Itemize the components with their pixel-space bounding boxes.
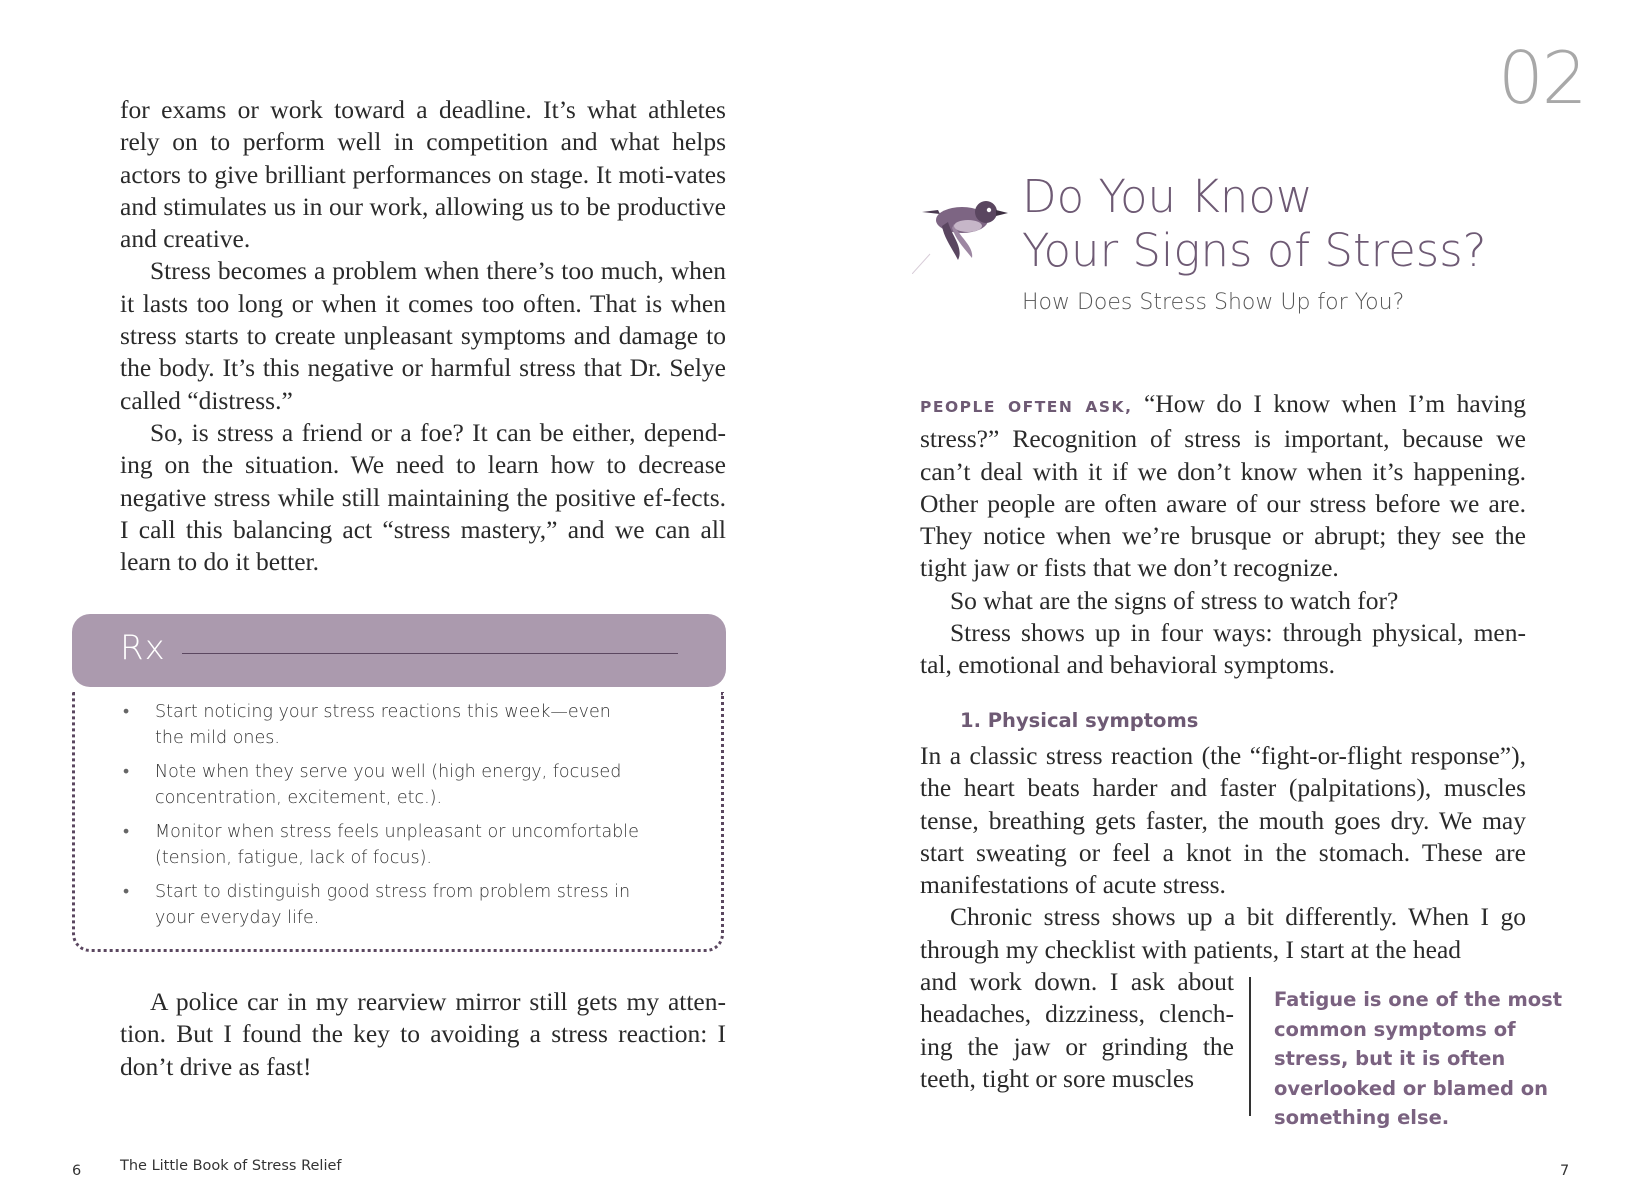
rx-title: Rx: [120, 628, 166, 668]
list-item-text: Note when they serve you well (high energy, focused concentration, excitement, etc.).: [155, 762, 622, 808]
chapter-title: [1022, 170, 1582, 278]
rx-rule: [182, 653, 678, 654]
list-item: [123, 880, 643, 931]
closing-text: [120, 986, 726, 1083]
right-body-text-2: [920, 740, 1526, 966]
left-body-text: [120, 94, 726, 578]
paragraph: Chronic stress shows up a bit differently. When I go through my checklist with patients, I start at the head: [920, 902, 1526, 964]
paragraph: So what are the signs of stress to watch for?: [950, 585, 1399, 615]
bullet: •: [123, 702, 130, 722]
chapter-title-line: Your Signs of Stress?: [1022, 224, 1487, 277]
paragraph: [920, 388, 1526, 585]
rx-header: [72, 614, 726, 687]
paragraph: and work down. I ask about headaches, dizziness, clench-ing the jaw or grinding the teeth, tight or sore muscles: [920, 967, 1234, 1093]
paragraph: So, is stress a friend or a foe? It can be either, depend-ing on the situation. We need to learn how to decrease negative stress while still maintaining the positive ef-fects. I call this balancing act “stress mastery,” and we can all learn to do it better.: [120, 417, 726, 577]
lead-in: PEOPLE OFTEN ASK,: [920, 398, 1133, 416]
paragraph-text: “How do I know when I’m having stress?” Recognition of stress is important, because we can’t deal with it if we don’t know when it’s happening. Other people are often aware of our stress before we are. They notice when we’re brusque or abrupt; they see the tight jaw or fists that we don’t recognize.: [920, 389, 1527, 583]
paragraph: for exams or work toward a deadline. It’s what athletes rely on to perform well in competition and what helps actors to give brilliant performances on stage. It moti-vates and stimulates us in our work, allowing us to be productive and creative.: [120, 95, 726, 254]
bullet: •: [123, 762, 130, 782]
paragraph: Stress shows up in four ways: through physical, men-tal, emotional and behavioral symptoms.: [920, 618, 1526, 680]
right-body-text: [920, 388, 1526, 682]
paragraph: In a classic stress reaction (the “fight-or-flight response”), the heart beats harder and faster (palpitations), muscles tense, breathing gets faster, the mouth goes dry. We may start sweating or feel a knot in the stomach. These are manifestations of acute stress.: [920, 741, 1526, 900]
chapter-subtitle: How Does Stress Show Up for You?: [1022, 290, 1405, 315]
right-page: [816, 0, 1632, 1200]
list-item-text: Start to distinguish good stress from problem stress in your everyday life.: [155, 882, 631, 928]
running-footer-title: The Little Book of Stress Relief: [120, 1158, 342, 1174]
list-item-text: Start noticing your stress reactions this week—even the mild ones.: [155, 702, 611, 748]
chapter-title-line: Do You Know: [1022, 170, 1313, 223]
list-item: [123, 760, 643, 811]
paragraph: A police car in my rearview mirror still gets my atten-tion. But I found the key to avoiding a stress reaction: I don’t drive as fast!: [120, 987, 726, 1081]
bird-icon: [912, 190, 1012, 274]
section-heading: 1. Physical symptoms: [960, 709, 1199, 732]
list-item-text: Monitor when stress feels unpleasant or uncomfortable (tension, fatigue, lack of focus).: [155, 822, 639, 868]
list-item: [123, 820, 643, 871]
rx-box: [72, 692, 724, 952]
list-item: [123, 700, 643, 751]
pull-quote: Fatigue is one of the most common symptoms of stress, but it is often overlooked or blamed on something else.: [1274, 988, 1563, 1129]
chapter-number: 02: [1498, 36, 1586, 120]
pull-quote-rule: [1249, 977, 1251, 1116]
paragraph: Stress becomes a problem when there’s too much, when it lasts too long or when it comes too often. That is when stress starts to create unpleasant symptoms and damage to the body. It’s this negative or harmful stress that Dr. Selye called “distress.”: [120, 256, 726, 415]
page-number-right: 7: [1560, 1163, 1570, 1179]
bullet: •: [123, 882, 130, 902]
page-number-left: 6: [72, 1163, 82, 1179]
bullet: •: [123, 822, 130, 842]
rx-list: [123, 700, 643, 940]
wrapped-text: [920, 966, 1234, 1095]
